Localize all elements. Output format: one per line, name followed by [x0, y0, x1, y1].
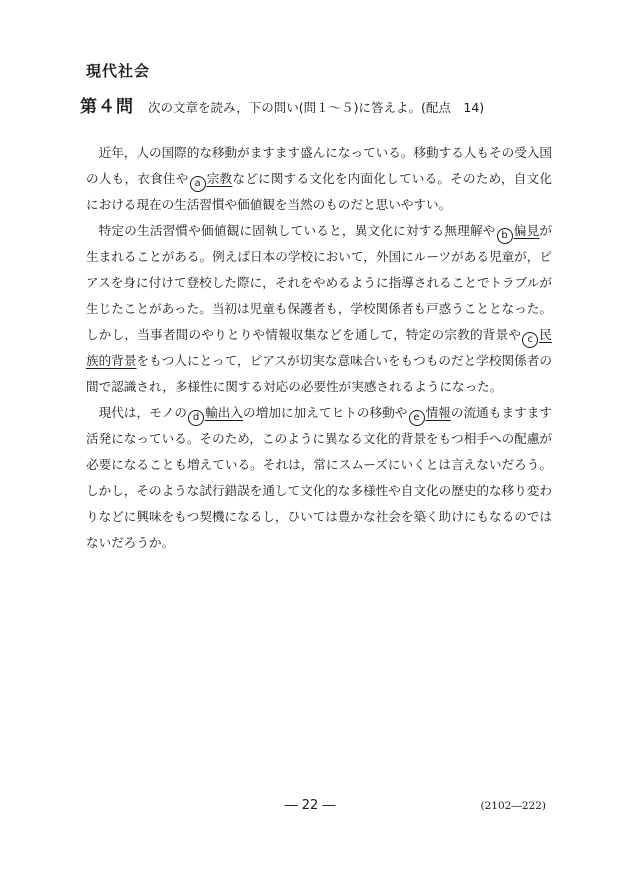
underlined-term-d: 輸出入 [205, 405, 244, 420]
p2-text-2: が生まれることがある。例えば日本の学校において，外国にルーツがある児童が，ピアスを身に付けて登校した際に，それをやめるように指導されることでトラブルが生じたことがあった。当初は児童も保護者も，学校関係者も戸惑うこととなった。しかし，当事者間のやりとりや情報収集などを通して，特定の宗教的背景や [86, 223, 553, 342]
p3-text-1: 現代は，モノの [98, 405, 188, 420]
circled-marker-c: c [522, 332, 538, 348]
paragraph-3 [86, 400, 552, 556]
question-instruction: 次の文章を読み，下の問い(問１～５)に答えよ。(配点 14) [148, 100, 485, 115]
circled-marker-a: a [190, 176, 206, 192]
underlined-term-b: 偏見 [513, 223, 540, 238]
p3-text-3: の流通もますます活発になっている。そのため，このように異なる文化的背景をもつ相手への配慮が必要になることも増えている。それは，常にスムーズにいくとは言えないだろう。しかし，そのような試行錯誤を通して文化的な多様性や自文化の歴史的な移り変わりなどに興味をもつ契機になるし，ひいては豊かな社会を築く助けにもなるのではないだろうか。 [86, 405, 553, 550]
p1-text-2: などに関する文化を内面化している。そのため，自文化における現在の生活習慣や価値観を当然のものだと思いやすい。 [86, 171, 553, 212]
subject-title: 現代社会 [86, 62, 151, 80]
question-number: 第４問 [80, 97, 134, 117]
reading-passage [86, 140, 552, 556]
question-header [80, 92, 484, 117]
paragraph-1 [86, 140, 552, 218]
underlined-term-a: 宗教 [206, 171, 233, 186]
underlined-term-c: 民族的背景 [86, 327, 553, 368]
p1-text-1: 近年，人の国際的な移動がますます盛んになっている。移動する人もその受入国の人も，衣食住や [86, 145, 552, 186]
page-number: ― 22 ― [284, 798, 336, 813]
exam-code: (2102―222) [480, 800, 546, 812]
paragraph-2 [86, 218, 552, 400]
p2-text-3: をもつ人にとって，ピアスが切実な意味合いをもつものだと学校関係者の間で認識され，多様性に関する対応の必要性が実感されるようになった。 [86, 353, 553, 394]
p3-text-2: の増加に加えてヒトの移動や [243, 405, 408, 420]
underlined-term-e: 情報 [425, 405, 451, 420]
circled-marker-d: d [188, 410, 204, 426]
circled-marker-e: e [409, 410, 425, 426]
p2-text-1: 特定の生活習慣や価値観に固執していると，異文化に対する無理解や [98, 223, 496, 238]
circled-marker-b: b [497, 228, 513, 244]
